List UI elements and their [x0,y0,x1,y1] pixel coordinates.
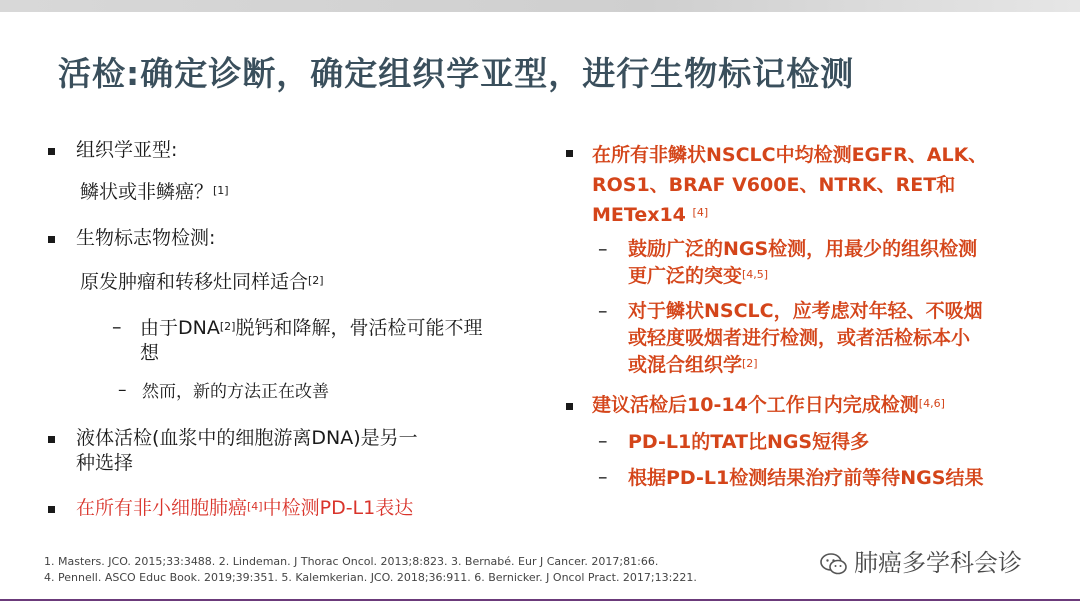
left-sub-1: 鳞状或非鳞癌？[1] [80,181,229,203]
dash-icon: – [598,466,608,488]
watermark [820,543,1022,578]
right-dash-1: 鼓励广泛的NGS检测，用最少的组织检测 更广泛的突变[4,5] [628,238,978,287]
dash-icon: – [598,300,608,322]
slide-title: 活检:确定诊断，确定组织学亚型，进行生物标记检测 [58,54,855,93]
left-bullet-1: 组织学亚型: [76,139,178,161]
dash-icon: – [112,316,122,338]
watermark-text: 肺癌多学科会诊 [854,549,1022,577]
left-dash-2: 然而，新的方法正在改善 [142,382,329,402]
references [44,554,697,586]
left-bullet-2: 生物标志物检测: [76,227,216,249]
dash-icon: – [598,238,608,260]
right-dash-4: 根据PD-L1检测结果治疗前等待NGS结果 [628,467,984,489]
bottom-line [0,599,1080,601]
top-bar [0,0,1080,12]
left-dash-1: 由于DNA[2]脱钙和降解，骨活检可能不理 想 [140,317,483,364]
left-bullet-3: 液体活检(血浆中的细胞游离DNA)是另一 种选择 [76,427,418,474]
right-bullet-1: 在所有非鳞状NSCLC中均检测EGFR、ALK、 ROS1、BRAF V600E、NTRK、RET和 METex14 [4] [592,144,988,226]
reference-line-1: 1. Masters. JCO. 2015;33:3488. 2. Lindeman. J Thorac Oncol. 2013;8:823. 3. Bernabé. Eur J Cancer. 2017;81:66. [44,555,659,568]
wechat-icon [820,553,848,575]
right-dash-3: PD-L1的TAT比NGS短得多 [628,431,870,453]
left-bullet-4: 在所有非小细胞肺癌[4]中检测PD-L1表达 [76,497,414,519]
right-bullet-2: 建议活检后10-14个工作日内完成检测[4,6] [592,394,945,416]
reference-line-2: 4. Pennell. ASCO Educ Book. 2019;39:351. 5. Kalemkerian. JCO. 2018;36:911. 6. Bernicker. J Oncol Pract. 2017;13:221. [44,571,697,584]
bullet-icon [48,148,55,155]
bullet-icon [48,436,55,443]
right-dash-2: 对于鳞状NSCLC，应考虑对年轻、不吸烟 或轻度吸烟者进行检测，或者活检标本小 或混合组织学[2] [628,300,983,376]
left-sub-2: 原发肿瘤和转移灶同样适合[2] [80,271,324,293]
bullet-icon [566,403,573,410]
dash-icon: – [598,430,608,452]
dash-icon: – [118,380,127,400]
bullet-icon [566,150,573,157]
bullet-icon [48,236,55,243]
bullet-icon [48,506,55,513]
